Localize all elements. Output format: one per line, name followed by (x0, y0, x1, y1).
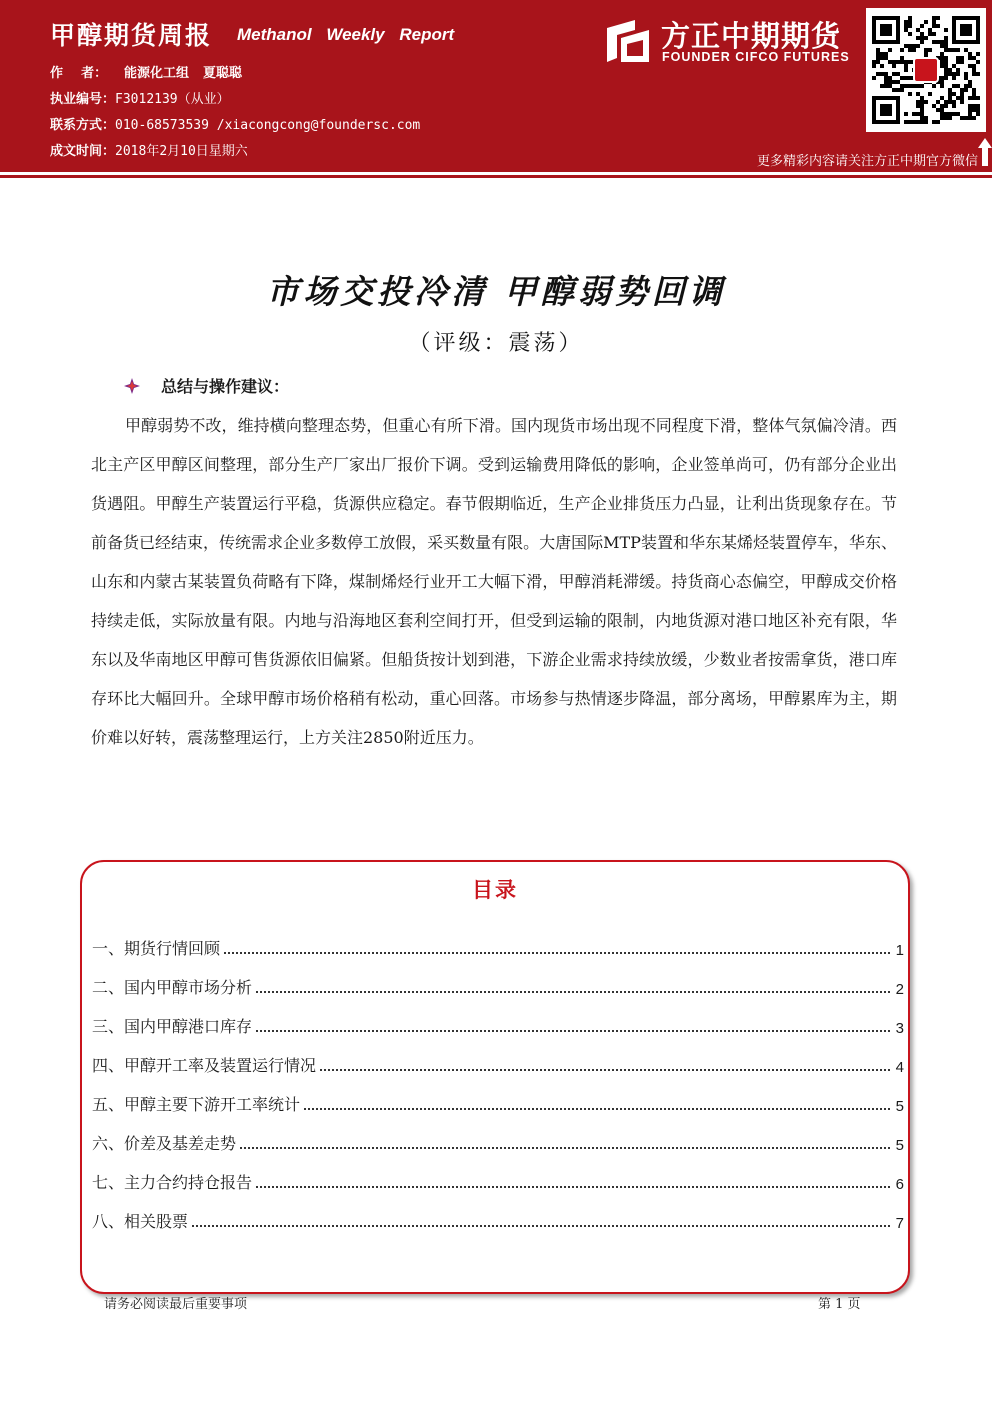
follow-wechat-text: 更多精彩内容请关注方正中期官方微信 (756, 154, 978, 169)
toc-item-page: 5 (895, 1137, 904, 1154)
report-title-cn: 甲醇期货周报 (50, 21, 213, 50)
license-label: 执业编号： (50, 92, 116, 107)
rating: （评级：震荡） (408, 331, 584, 356)
toc-item-page: 4 (895, 1059, 904, 1076)
logo-text-cn: 方正中期期货 (661, 19, 842, 53)
toc-leader-dots (256, 1030, 890, 1032)
company-logo (605, 14, 860, 66)
author-row (50, 62, 242, 82)
toc-item-page: 7 (895, 1215, 904, 1232)
toc-item-page: 3 (895, 1020, 904, 1037)
toc-title: 目录 (472, 878, 518, 902)
contact-label: 联系方式： (50, 118, 116, 133)
toc-item[interactable] (92, 1076, 904, 1115)
license-row (50, 88, 230, 108)
qr-code-icon (872, 14, 980, 126)
date-row (50, 140, 248, 160)
page-title: 市场交投冷清 甲醇弱势回调 (266, 272, 726, 311)
author-name: 夏聪聪 (203, 66, 243, 81)
date-value: 2018年2月10日星期六 (115, 144, 248, 159)
toc-item-number: 七、 (92, 1173, 125, 1192)
toc-item-page: 2 (895, 981, 904, 998)
toc-item-text: 期货行情回顾 (124, 939, 221, 958)
footer-disclaimer: 请务必阅读最后重要事项 (104, 1297, 248, 1312)
report-header (0, 0, 992, 172)
toc-item-text: 国内甲醇市场分析 (124, 978, 253, 997)
toc-item[interactable] (92, 1037, 904, 1076)
date-label: 成文时间： (50, 144, 116, 159)
wechat-qr-code (866, 8, 986, 132)
toc-leader-dots (256, 991, 890, 993)
contact-value: 010-68573539 /xiacongcong@foundersc.com (115, 118, 421, 133)
summary-paragraph: 甲醇弱势不改，维持横向整理态势，但重心有所下滑。国内现货市场出现不同程度下滑，整体气氛偏冷清。西北主产区甲醇区间整理，部分生产厂家出厂报价下调。受到运输费用降低的影响，企业签单尚可，仍有部分企业出货遇阻。甲醇生产装置运行平稳，货源供应稳定。春节假期临近，生产企业排货压力凸显，让利出货现象存在。节前备货已经结束，传统需求企业多数停工放假，采买数量有限。大唐国际MTP装置和华东某烯烃装置停车，华东、山东和内蒙古某装置负荷略有下降，煤制烯烃行业开工大幅下滑，甲醇消耗滞缓。持货商心态偏空，甲醇成交价格持续走低，实际放量有限。内地与沿海地区套利空间打开，但受到运输的限制，内地货源对港口地区补充有限，华东以及华南地区甲醇可售货源依旧偏紧。但船货按计划到港，下游企业需求持续放缓，少数业者按需拿货，港口库存环比大幅回升。全球甲醇市场价格稍有松动，重心回落。市场参与热情逐步降温，部分离场，甲醇累库为主，期价难以好转，震荡整理运行，上方关注2850附近压力。 (91, 416, 897, 747)
toc-item-number: 一、 (92, 939, 125, 958)
author-group: 能源化工组 (124, 66, 190, 81)
toc-leader-dots (240, 1147, 890, 1149)
toc-item-text: 主力合约持仓报告 (124, 1173, 253, 1192)
toc-item-number: 六、 (92, 1134, 125, 1153)
toc-leader-dots (192, 1225, 890, 1227)
toc-item[interactable] (92, 1115, 904, 1154)
toc-item-text: 相关股票 (124, 1212, 189, 1231)
toc-item-text: 甲醇开工率及装置运行情况 (124, 1056, 317, 1075)
toc-item-text: 价差及基差走势 (124, 1134, 237, 1153)
license-value: F3012139（从业） (115, 92, 230, 107)
contact-row (50, 114, 420, 134)
toc-item-number: 八、 (92, 1212, 125, 1231)
toc-item-number: 四、 (92, 1056, 125, 1075)
report-title-en: Methanol Weekly Report (237, 25, 455, 44)
toc-item-number: 二、 (92, 978, 125, 997)
table-of-contents (80, 860, 910, 1294)
header-rule-red (0, 175, 992, 178)
toc-item-text: 国内甲醇港口库存 (124, 1017, 253, 1036)
up-arrow-icon (978, 138, 992, 166)
toc-leader-dots (256, 1186, 890, 1188)
toc-item[interactable] (92, 998, 904, 1037)
toc-item-number: 三、 (92, 1017, 125, 1036)
founder-logo-icon (605, 18, 651, 64)
author-label: 作 者： (50, 66, 108, 81)
toc-item[interactable] (92, 1154, 904, 1193)
toc-item[interactable] (92, 1193, 904, 1232)
toc-item[interactable] (92, 959, 904, 998)
footer-page-number: 第 1 页 (818, 1297, 861, 1312)
four-point-star-bullet-icon (124, 378, 140, 394)
toc-leader-dots (224, 952, 890, 954)
toc-item-page: 1 (895, 942, 904, 959)
toc-item-number: 五、 (92, 1095, 125, 1114)
summary-heading-label: 总结与操作建议： (161, 377, 290, 396)
toc-item[interactable] (92, 920, 904, 959)
toc-item-page: 5 (895, 1098, 904, 1115)
logo-text-en: FOUNDER CIFCO FUTURES (662, 50, 850, 64)
toc-item-page: 6 (895, 1176, 904, 1193)
toc-list (92, 920, 904, 1232)
toc-leader-dots (320, 1069, 890, 1071)
toc-leader-dots (304, 1108, 890, 1110)
toc-item-text: 甲醇主要下游开工率统计 (124, 1095, 301, 1114)
